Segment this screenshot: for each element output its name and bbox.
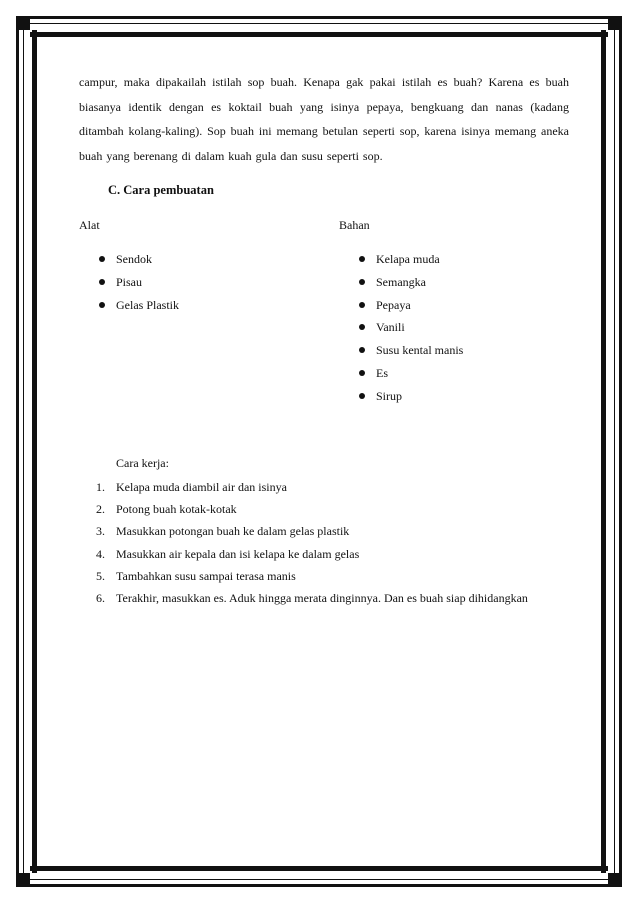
step-item: 4. Masukkan air kepala dan isi kelapa ke dalam gelas: [96, 546, 360, 561]
list-item: Pisau: [99, 271, 179, 294]
intro-paragraph: campur, maka dipakailah istilah sop buah. Kenapa gak pakai istilah es buah? Karena es buah biasanya identik dengan es koktail buah yang isinya pepaya, bengkuang dan nanas (kadang ditambah kolang-kaling). Sop buah ini memang betulan seperti sop, karena isinya memang aneka buah yang berenang di dalam kuah gula dan susu seperti sop.: [79, 75, 569, 163]
bullet-icon: [359, 279, 365, 285]
list-item: Gelas Plastik: [99, 294, 179, 317]
step-item: 2. Potong buah kotak-kotak: [96, 502, 237, 517]
list-item: Vanili: [359, 316, 463, 339]
page-border-corner: [608, 16, 622, 30]
bullet-icon: [99, 256, 105, 262]
list-item: Es: [359, 362, 463, 385]
bahan-list: [359, 248, 463, 408]
step-item: 3. Masukkan potongan buah ke dalam gelas plastik: [96, 524, 350, 539]
list-item: Sirup: [359, 385, 463, 408]
bullet-icon: [359, 324, 365, 330]
bahan-title: Bahan: [339, 218, 370, 232]
cara-kerja-steps: [96, 476, 566, 609]
section-heading: C. Cara pembuatan: [108, 183, 214, 197]
bullet-icon: [359, 393, 365, 399]
bullet-icon: [359, 370, 365, 376]
bullet-icon: [359, 302, 365, 308]
list-item: Sendok: [99, 248, 179, 271]
list-item: Kelapa muda: [359, 248, 463, 271]
page-border-bar-bottom: [30, 866, 608, 871]
alat-list: [99, 248, 179, 316]
bullet-icon: [99, 279, 105, 285]
step-item: 5. Tambahkan susu sampai terasa manis: [96, 568, 296, 583]
cara-kerja-title: Cara kerja:: [116, 456, 169, 470]
step-item: 1. Kelapa muda diambil air dan isinya: [96, 480, 287, 494]
list-item: Pepaya: [359, 294, 463, 317]
page-border-bar-right: [601, 30, 606, 873]
page-border-bar-top: [30, 32, 608, 37]
document-body: [79, 70, 569, 168]
page-border-bar-left: [32, 30, 37, 873]
bullet-icon: [99, 302, 105, 308]
list-item: Susu kental manis: [359, 339, 463, 362]
bullet-icon: [359, 256, 365, 262]
page-border-corner: [16, 16, 30, 30]
bullet-icon: [359, 347, 365, 353]
page-border-corner: [16, 873, 30, 887]
list-item: Semangka: [359, 271, 463, 294]
alat-title: Alat: [79, 218, 100, 232]
page-border-corner: [608, 873, 622, 887]
step-item: 6. Terakhir, masukkan es. Aduk hingga merata dinginnya. Dan es buah siap dihidangkan: [96, 590, 528, 605]
